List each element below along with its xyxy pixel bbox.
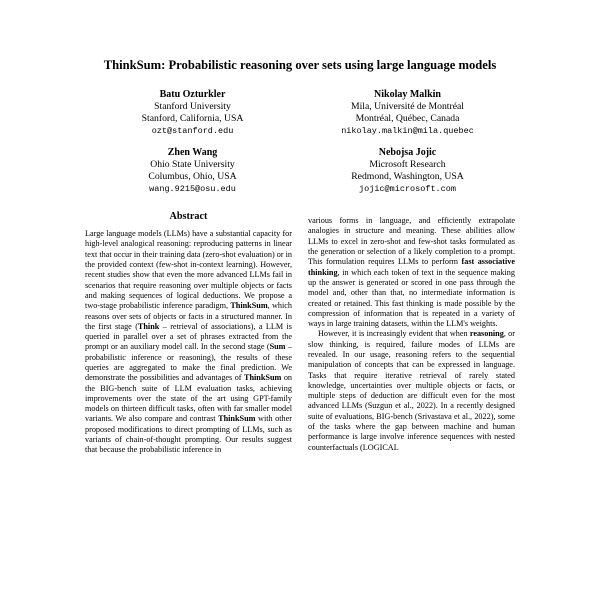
author-affiliation-line: Stanford University (154, 101, 231, 113)
author-name: Zhen Wang (167, 146, 218, 158)
right-column (308, 211, 515, 456)
intro-paragraph-2: However, it is increasingly evident that when reasoning, or slow thinking, is required, failure modes of LLMs are revealed. In our usage, reasoning refers to the sequential manipulation of concepts that can be expressed in language. Tasks that require iterative retrieval of rarely stated knowledge, uncertainties over multiple objects or facts, or multiple steps of deduction are difficult even for the most advanced LLMs (Suzgun et al., 2022). In a recently designed suite of evaluations, BIG-bench (Srivastava et al., 2022), some of the tasks where the gap between machine and human performance is large involve inference sequences with nested counterfactuals (LOGICAL (308, 329, 515, 452)
author-name: Batu Ozturkler (159, 88, 226, 100)
left-column (85, 211, 292, 456)
author-affiliation-line: Mila, Université de Montréal (351, 101, 464, 113)
author-block-malkin (300, 89, 515, 137)
author-block-ozturkler (85, 89, 300, 137)
author-affiliation-line: Montréal, Québec, Canada (355, 113, 460, 125)
author-affiliation-line: Columbus, Ohio, USA (148, 171, 237, 183)
author-name: Nebojsa Jojic (378, 146, 437, 158)
author-email: jojic@microsoft.com (359, 184, 456, 195)
author-block-wang (85, 147, 300, 195)
author-affiliation-line: Ohio State University (150, 159, 235, 171)
two-column-body (85, 211, 515, 456)
author-block-jojic (300, 147, 515, 195)
abstract-text: Large language models (LLMs) have a substantial capacity for high-level analogical reasoning: reproducing patterns in linear text that occur in their training data (zero-shot evaluation) or in the provided context (few-shot in-context learning). However, recent studies show that even the more advanced LLMs fail in scenarios that require reasoning over multiple objects or facts and making sequences of logical deductions. We propose a two-stage probabilistic inference paradigm, ThinkSum, which reasons over sets of objects or facts in a structured manner. In the first stage (Think – retrieval of associations), a LLM is queried in parallel over a set of phrases extracted from the prompt or an auxiliary model call. In the second stage (Sum – probabilistic inference or reasoning), the results of these queries are aggregated to make the final prediction. We demonstrate the possibilities and advantages of ThinkSum on the BIG-bench suite of LLM evaluation tasks, achieving improvements over the state of the art using GPT-family models on thirteen difficult tasks, often with far smaller model variants. We also compare and contrast ThinkSum with other proposed modifications to direct prompting of LLMs, such as variants of chain-of-thought prompting. Our results suggest that because the probabilistic inference in (85, 229, 293, 455)
paper-title: ThinkSum: Probabilistic reasoning over sets using large language models (103, 58, 497, 72)
author-email: nikolay.malkin@mila.quebec (341, 125, 474, 136)
author-email: wang.9215@osu.edu (149, 184, 236, 195)
author-name: Nikolay Malkin (374, 88, 441, 100)
abstract-heading: Abstract (169, 211, 208, 223)
author-affiliation-line: Redmond, Washington, USA (351, 171, 464, 183)
author-affiliation-line: Microsoft Research (369, 159, 446, 171)
authors-grid (85, 89, 515, 195)
intro-paragraph-1: various forms in language, and efficiently extrapolate analogies in structure and meaning. These abilities allow LLMs to excel in zero-shot and few-shot tasks formulated as the generation or selection of a likely completion to a prompt. This formulation requires LLMs to perform fast associative thinking, in which each token of text in the sequence making up the answer is generated or scored in one pass through the model and, other than that, no intermediate information is created or retained. This fast thinking is made possible by the compression of information that is repeated in a variety of ways in large training datasets, within the LLM's weights. (308, 216, 515, 329)
author-email: ozt@stanford.edu (151, 125, 234, 136)
author-affiliation-line: Stanford, California, USA (141, 113, 244, 125)
